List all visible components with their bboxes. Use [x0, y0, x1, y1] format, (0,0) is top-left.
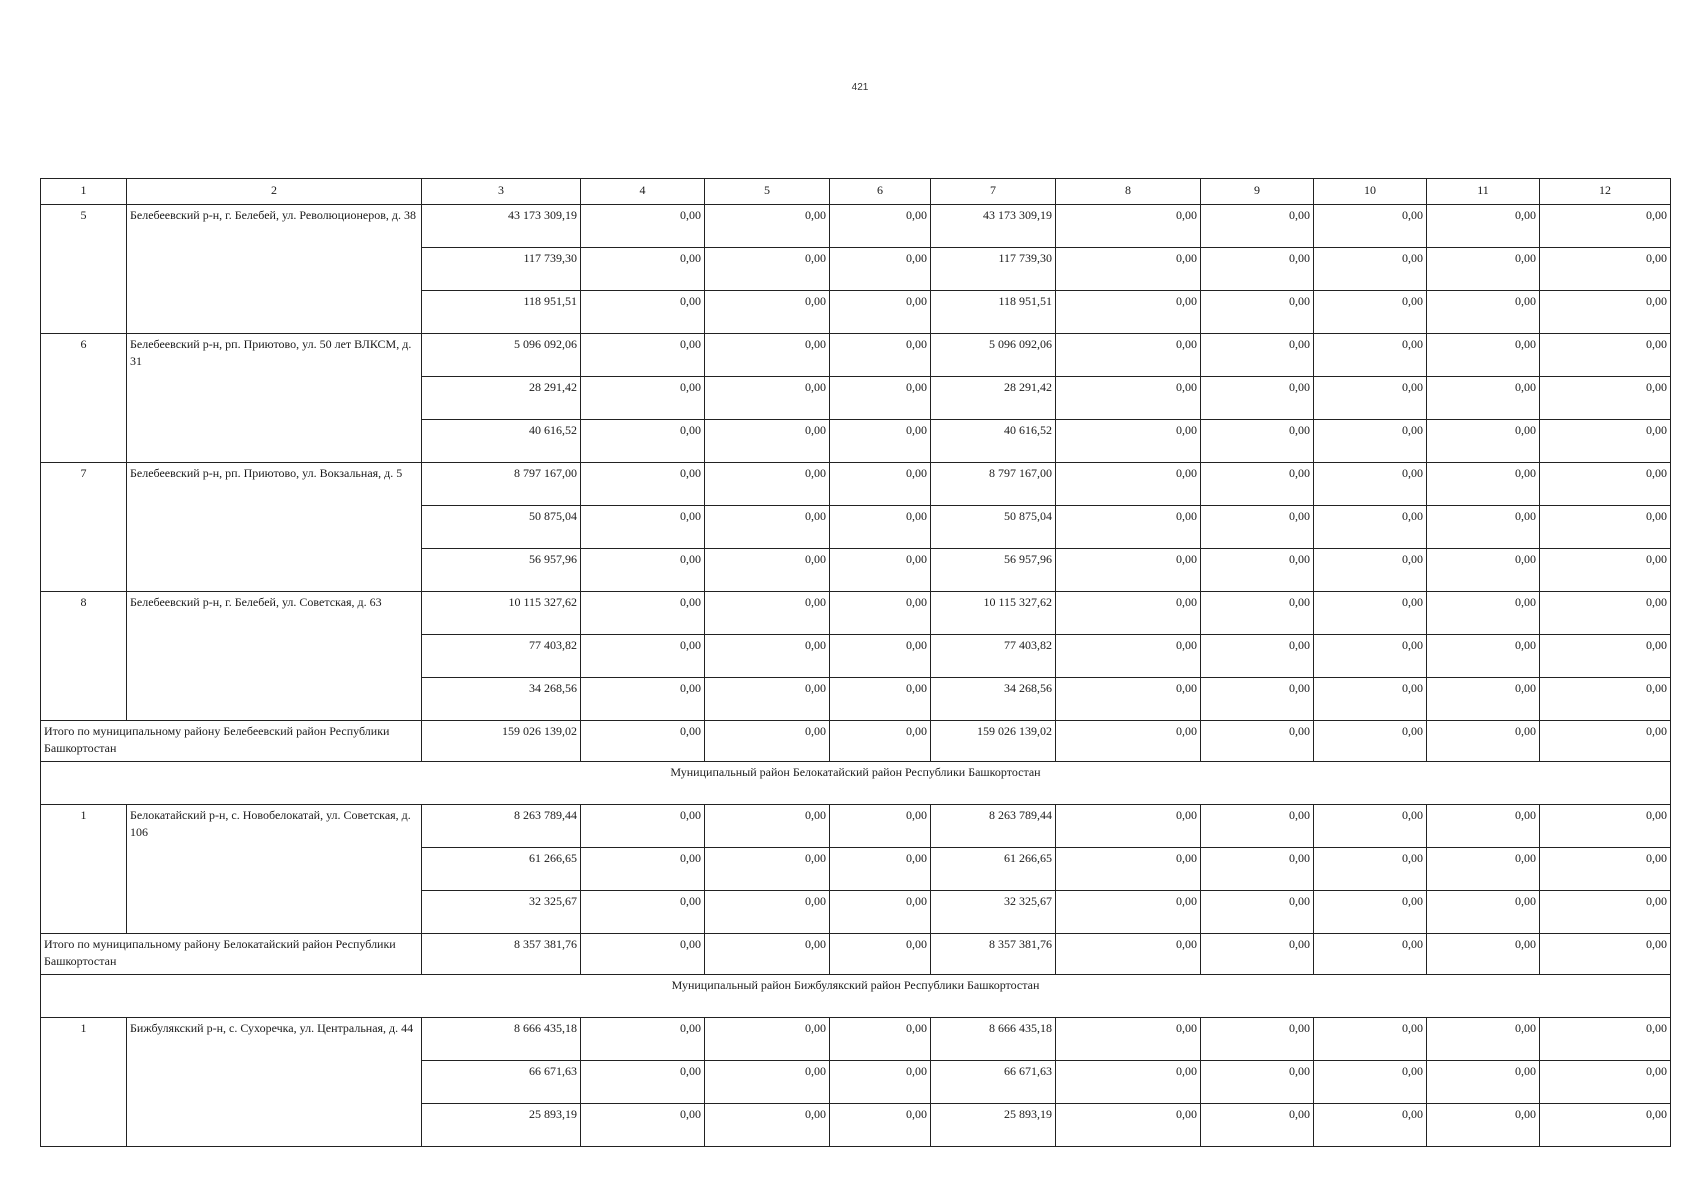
section-title: Муниципальный район Бижбулякский район Республики Башкортостан: [41, 975, 1671, 1018]
total-value-cell: 0,00: [581, 721, 705, 762]
total-value-cell: 0,00: [1056, 934, 1201, 975]
value-cell: 0,00: [1540, 248, 1671, 291]
total-value-cell: 0,00: [705, 934, 830, 975]
value-cell: 5 096 092,06: [422, 334, 581, 377]
column-header: 10: [1314, 179, 1427, 205]
table-row: [41, 1018, 1671, 1061]
value-cell: 0,00: [1056, 248, 1201, 291]
value-cell: 32 325,67: [931, 891, 1056, 934]
value-cell: 0,00: [1427, 291, 1540, 334]
value-cell: 34 268,56: [422, 678, 581, 721]
value-cell: 40 616,52: [422, 420, 581, 463]
row-number: 8: [41, 592, 127, 721]
value-cell: 0,00: [1056, 678, 1201, 721]
value-cell: 0,00: [1540, 1104, 1671, 1147]
value-cell: 8 797 167,00: [931, 463, 1056, 506]
value-cell: 0,00: [1056, 463, 1201, 506]
value-cell: 0,00: [830, 420, 931, 463]
value-cell: 0,00: [830, 377, 931, 420]
table-row: [41, 205, 1671, 248]
section-row: [41, 975, 1671, 1018]
value-cell: 0,00: [581, 291, 705, 334]
value-cell: 118 951,51: [931, 291, 1056, 334]
value-cell: 0,00: [581, 248, 705, 291]
value-cell: 0,00: [1540, 506, 1671, 549]
total-value-cell: 0,00: [1314, 934, 1427, 975]
value-cell: 0,00: [581, 635, 705, 678]
value-cell: 117 739,30: [422, 248, 581, 291]
value-cell: 0,00: [581, 549, 705, 592]
value-cell: 0,00: [830, 678, 931, 721]
value-cell: 0,00: [705, 848, 830, 891]
total-value-cell: 0,00: [830, 721, 931, 762]
value-cell: 0,00: [1427, 805, 1540, 848]
value-cell: 0,00: [1314, 891, 1427, 934]
column-header: 9: [1201, 179, 1314, 205]
value-cell: 0,00: [1427, 678, 1540, 721]
address-cell: Белебеевский р-н, г. Белебей, ул. Революционеров, д. 38: [127, 205, 422, 334]
value-cell: 0,00: [705, 1104, 830, 1147]
column-header: 7: [931, 179, 1056, 205]
value-cell: 0,00: [1540, 377, 1671, 420]
value-cell: 0,00: [705, 377, 830, 420]
value-cell: 0,00: [581, 463, 705, 506]
value-cell: 0,00: [581, 891, 705, 934]
value-cell: 43 173 309,19: [422, 205, 581, 248]
value-cell: 0,00: [1314, 334, 1427, 377]
value-cell: 0,00: [830, 848, 931, 891]
value-cell: 0,00: [1427, 848, 1540, 891]
value-cell: 0,00: [1056, 891, 1201, 934]
value-cell: 0,00: [1314, 1104, 1427, 1147]
value-cell: 0,00: [581, 205, 705, 248]
total-label: Итого по муниципальному району Белебеевский район Республики Башкортостан: [41, 721, 422, 762]
value-cell: 0,00: [1427, 377, 1540, 420]
table-row: [41, 334, 1671, 377]
value-cell: 8 666 435,18: [422, 1018, 581, 1061]
value-cell: 0,00: [830, 506, 931, 549]
value-cell: 0,00: [1314, 248, 1427, 291]
address-cell: Белебеевский р-н, рп. Приютово, ул. 50 лет ВЛКСМ, д. 31: [127, 334, 422, 463]
section-title: Муниципальный район Белокатайский район Республики Башкортостан: [41, 762, 1671, 805]
column-header: 3: [422, 179, 581, 205]
column-header: 12: [1540, 179, 1671, 205]
value-cell: 0,00: [705, 891, 830, 934]
value-cell: 25 893,19: [422, 1104, 581, 1147]
value-cell: 0,00: [1427, 891, 1540, 934]
value-cell: 0,00: [830, 463, 931, 506]
value-cell: 0,00: [1056, 592, 1201, 635]
section-row: [41, 762, 1671, 805]
total-value-cell: 0,00: [1056, 721, 1201, 762]
value-cell: 0,00: [1540, 592, 1671, 635]
value-cell: 66 671,63: [931, 1061, 1056, 1104]
value-cell: 0,00: [1056, 549, 1201, 592]
value-cell: 0,00: [1540, 549, 1671, 592]
value-cell: 0,00: [1427, 1104, 1540, 1147]
value-cell: 50 875,04: [931, 506, 1056, 549]
value-cell: 0,00: [581, 678, 705, 721]
data-table: [40, 178, 1671, 1147]
total-value-cell: 0,00: [581, 934, 705, 975]
value-cell: 0,00: [1201, 635, 1314, 678]
value-cell: 118 951,51: [422, 291, 581, 334]
value-cell: 0,00: [1427, 1018, 1540, 1061]
value-cell: 0,00: [1056, 1018, 1201, 1061]
address-cell: Белебеевский р-н, рп. Приютово, ул. Вокзальная, д. 5: [127, 463, 422, 592]
value-cell: 0,00: [1056, 334, 1201, 377]
value-cell: 0,00: [705, 1061, 830, 1104]
total-row: [41, 934, 1671, 975]
total-value-cell: 0,00: [1540, 934, 1671, 975]
value-cell: 0,00: [1427, 205, 1540, 248]
total-value-cell: 8 357 381,76: [422, 934, 581, 975]
value-cell: 8 263 789,44: [422, 805, 581, 848]
value-cell: 28 291,42: [931, 377, 1056, 420]
total-value-cell: 0,00: [705, 721, 830, 762]
value-cell: 0,00: [705, 1018, 830, 1061]
value-cell: 0,00: [1540, 891, 1671, 934]
value-cell: 0,00: [1314, 291, 1427, 334]
value-cell: 0,00: [1427, 592, 1540, 635]
value-cell: 0,00: [1427, 506, 1540, 549]
value-cell: 0,00: [1540, 848, 1671, 891]
value-cell: 0,00: [581, 506, 705, 549]
value-cell: 0,00: [1314, 805, 1427, 848]
value-cell: 0,00: [830, 1061, 931, 1104]
column-header: 11: [1427, 179, 1540, 205]
value-cell: 0,00: [581, 334, 705, 377]
value-cell: 43 173 309,19: [931, 205, 1056, 248]
address-cell: Белебеевский р-н, г. Белебей, ул. Советская, д. 63: [127, 592, 422, 721]
value-cell: 0,00: [1314, 549, 1427, 592]
row-number: 7: [41, 463, 127, 592]
value-cell: 0,00: [830, 1104, 931, 1147]
value-cell: 0,00: [1056, 848, 1201, 891]
value-cell: 0,00: [1314, 205, 1427, 248]
value-cell: 0,00: [1427, 334, 1540, 377]
value-cell: 0,00: [1201, 377, 1314, 420]
value-cell: 77 403,82: [422, 635, 581, 678]
value-cell: 0,00: [1201, 592, 1314, 635]
column-header: 8: [1056, 179, 1201, 205]
value-cell: 0,00: [705, 678, 830, 721]
value-cell: 0,00: [1201, 334, 1314, 377]
value-cell: 0,00: [1201, 678, 1314, 721]
value-cell: 0,00: [1056, 291, 1201, 334]
value-cell: 56 957,96: [931, 549, 1056, 592]
row-number: 1: [41, 805, 127, 934]
row-number: 6: [41, 334, 127, 463]
value-cell: 61 266,65: [422, 848, 581, 891]
column-header: 2: [127, 179, 422, 205]
column-header: 4: [581, 179, 705, 205]
value-cell: 0,00: [1056, 420, 1201, 463]
value-cell: 0,00: [1427, 420, 1540, 463]
value-cell: 0,00: [1201, 463, 1314, 506]
table-row: [41, 592, 1671, 635]
value-cell: 0,00: [581, 377, 705, 420]
value-cell: 0,00: [705, 205, 830, 248]
value-cell: 0,00: [1314, 848, 1427, 891]
value-cell: 0,00: [581, 805, 705, 848]
value-cell: 0,00: [1427, 549, 1540, 592]
value-cell: 0,00: [830, 334, 931, 377]
total-value-cell: 8 357 381,76: [931, 934, 1056, 975]
value-cell: 25 893,19: [931, 1104, 1056, 1147]
value-cell: 117 739,30: [931, 248, 1056, 291]
value-cell: 0,00: [705, 334, 830, 377]
value-cell: 0,00: [830, 248, 931, 291]
column-header: 6: [830, 179, 931, 205]
value-cell: 0,00: [1201, 1104, 1314, 1147]
value-cell: 0,00: [830, 549, 931, 592]
value-cell: 0,00: [1314, 463, 1427, 506]
total-value-cell: 159 026 139,02: [931, 721, 1056, 762]
value-cell: 0,00: [830, 592, 931, 635]
value-cell: 0,00: [830, 635, 931, 678]
value-cell: 0,00: [1201, 205, 1314, 248]
value-cell: 0,00: [1540, 205, 1671, 248]
value-cell: 0,00: [830, 805, 931, 848]
total-value-cell: 0,00: [1201, 934, 1314, 975]
value-cell: 0,00: [1201, 291, 1314, 334]
value-cell: 0,00: [1056, 506, 1201, 549]
value-cell: 66 671,63: [422, 1061, 581, 1104]
value-cell: 0,00: [1056, 1061, 1201, 1104]
value-cell: 0,00: [581, 1018, 705, 1061]
total-value-cell: 0,00: [1314, 721, 1427, 762]
row-number: 1: [41, 1018, 127, 1147]
value-cell: 0,00: [1201, 549, 1314, 592]
value-cell: 0,00: [705, 506, 830, 549]
value-cell: 77 403,82: [931, 635, 1056, 678]
value-cell: 0,00: [705, 463, 830, 506]
value-cell: 0,00: [1201, 891, 1314, 934]
value-cell: 0,00: [1540, 291, 1671, 334]
value-cell: 0,00: [830, 291, 931, 334]
value-cell: 0,00: [581, 1061, 705, 1104]
value-cell: 0,00: [1314, 506, 1427, 549]
value-cell: 0,00: [1540, 1061, 1671, 1104]
value-cell: 0,00: [705, 248, 830, 291]
value-cell: 10 115 327,62: [422, 592, 581, 635]
value-cell: 0,00: [1201, 248, 1314, 291]
column-header: 5: [705, 179, 830, 205]
value-cell: 8 666 435,18: [931, 1018, 1056, 1061]
address-cell: Бижбулякский р-н, с. Сухоречка, ул. Центральная, д. 44: [127, 1018, 422, 1147]
value-cell: 28 291,42: [422, 377, 581, 420]
header-row: [41, 179, 1671, 205]
value-cell: 0,00: [1540, 420, 1671, 463]
value-cell: 0,00: [705, 549, 830, 592]
value-cell: 0,00: [1427, 463, 1540, 506]
address-cell: Белокатайский р-н, с. Новобелокатай, ул. Советская, д. 106: [127, 805, 422, 934]
value-cell: 0,00: [705, 592, 830, 635]
value-cell: 0,00: [581, 1104, 705, 1147]
value-cell: 0,00: [1427, 248, 1540, 291]
value-cell: 50 875,04: [422, 506, 581, 549]
value-cell: 0,00: [705, 420, 830, 463]
value-cell: 32 325,67: [422, 891, 581, 934]
value-cell: 0,00: [830, 205, 931, 248]
value-cell: 8 797 167,00: [422, 463, 581, 506]
value-cell: 0,00: [1314, 377, 1427, 420]
value-cell: 0,00: [1314, 1061, 1427, 1104]
value-cell: 56 957,96: [422, 549, 581, 592]
value-cell: 0,00: [1201, 1018, 1314, 1061]
value-cell: 0,00: [830, 891, 931, 934]
value-cell: 0,00: [1540, 334, 1671, 377]
total-label: Итого по муниципальному району Белокатайский район Республики Башкортостан: [41, 934, 422, 975]
value-cell: 8 263 789,44: [931, 805, 1056, 848]
value-cell: 0,00: [1314, 592, 1427, 635]
value-cell: 0,00: [1540, 678, 1671, 721]
value-cell: 0,00: [1540, 805, 1671, 848]
value-cell: 0,00: [1314, 1018, 1427, 1061]
table-body: [41, 179, 1671, 1147]
total-value-cell: 0,00: [1540, 721, 1671, 762]
value-cell: 0,00: [581, 592, 705, 635]
value-cell: 0,00: [1056, 635, 1201, 678]
value-cell: 0,00: [1201, 506, 1314, 549]
page-number: 421: [851, 82, 869, 93]
value-cell: 10 115 327,62: [931, 592, 1056, 635]
value-cell: 0,00: [705, 291, 830, 334]
value-cell: 0,00: [1314, 635, 1427, 678]
total-value-cell: 0,00: [1201, 721, 1314, 762]
value-cell: 0,00: [1056, 205, 1201, 248]
value-cell: 61 266,65: [931, 848, 1056, 891]
value-cell: 0,00: [1427, 1061, 1540, 1104]
total-value-cell: 0,00: [1427, 721, 1540, 762]
total-value-cell: 0,00: [830, 934, 931, 975]
column-header: 1: [41, 179, 127, 205]
value-cell: 0,00: [1056, 1104, 1201, 1147]
table-row: [41, 805, 1671, 848]
value-cell: 0,00: [830, 1018, 931, 1061]
row-number: 5: [41, 205, 127, 334]
table-row: [41, 463, 1671, 506]
value-cell: 40 616,52: [931, 420, 1056, 463]
value-cell: 0,00: [1540, 1018, 1671, 1061]
value-cell: 0,00: [1201, 420, 1314, 463]
value-cell: 34 268,56: [931, 678, 1056, 721]
total-value-cell: 0,00: [1427, 934, 1540, 975]
value-cell: 0,00: [1540, 463, 1671, 506]
value-cell: 0,00: [1314, 678, 1427, 721]
value-cell: 0,00: [1056, 377, 1201, 420]
value-cell: 0,00: [581, 848, 705, 891]
value-cell: 0,00: [1056, 805, 1201, 848]
value-cell: 0,00: [705, 805, 830, 848]
value-cell: 5 096 092,06: [931, 334, 1056, 377]
value-cell: 0,00: [1201, 805, 1314, 848]
value-cell: 0,00: [1540, 635, 1671, 678]
value-cell: 0,00: [1201, 1061, 1314, 1104]
total-row: [41, 721, 1671, 762]
total-value-cell: 159 026 139,02: [422, 721, 581, 762]
value-cell: 0,00: [1201, 848, 1314, 891]
value-cell: 0,00: [1314, 420, 1427, 463]
value-cell: 0,00: [705, 635, 830, 678]
value-cell: 0,00: [581, 420, 705, 463]
value-cell: 0,00: [1427, 635, 1540, 678]
